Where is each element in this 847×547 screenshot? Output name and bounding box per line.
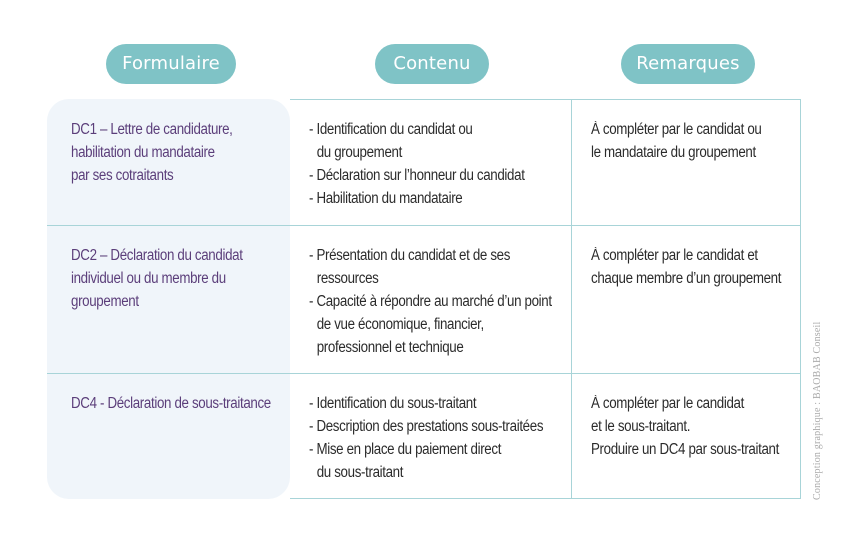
row-separator-2 xyxy=(47,373,801,374)
row-2-formulaire-line: individuel ou du membre du xyxy=(71,270,226,287)
row-2-contenu-line: professionnel et technique xyxy=(316,339,464,356)
row-2-formulaire xyxy=(71,244,243,313)
row-1-contenu-line: - Déclaration sur l’honneur du candidat xyxy=(309,167,525,184)
row-1-formulaire-line: DC1 – Lettre de candidature, xyxy=(71,121,233,138)
row-3-formulaire xyxy=(71,392,271,415)
column-separator xyxy=(571,99,572,499)
row-3-contenu-line: du sous-traitant xyxy=(316,464,404,481)
row-1-contenu-line: du groupement xyxy=(316,144,402,161)
row-1-remarques-line: À compléter par le candidat ou xyxy=(591,121,762,138)
row-1-formulaire xyxy=(71,118,233,187)
row-2-contenu-line: - Présentation du candidat et de ses xyxy=(309,247,511,264)
row-1-remarques-line: le mandataire du groupement xyxy=(591,144,756,161)
row-3-contenu-line: - Identification du sous-traitant xyxy=(309,395,477,412)
header-remarques: Remarques xyxy=(621,44,755,84)
row-3-contenu-line: - Description des prestations sous-traitées xyxy=(309,418,544,435)
row-2-contenu-line: de vue économique, financier, xyxy=(316,316,484,333)
row-3-remarques-line: et le sous-traitant. xyxy=(591,418,691,435)
row-1-contenu xyxy=(309,118,525,210)
row-2-remarques-line: À compléter par le candidat et xyxy=(591,247,758,264)
header-formulaire: Formulaire xyxy=(106,44,236,84)
row-3-contenu xyxy=(309,392,543,484)
row-1-contenu-line: - Identification du candidat ou xyxy=(309,121,473,138)
row-3-remarques xyxy=(591,392,779,461)
design-credit: Conception graphique : BAOBAB Conseil xyxy=(812,321,823,500)
row-3-remarques-line: À compléter par le candidat xyxy=(591,395,744,412)
row-1-formulaire-line: par ses cotraitants xyxy=(71,167,174,184)
row-3-contenu-line: - Mise en place du paiement direct xyxy=(309,441,502,458)
row-2-contenu-line: ressources xyxy=(316,270,379,287)
row-2-contenu-line: - Capacité à répondre au marché d’un point xyxy=(309,293,552,310)
grid-top-border xyxy=(290,99,801,100)
row-1-contenu-line: - Habilitation du mandataire xyxy=(309,190,463,207)
row-3-remarques-line: Produire un DC4 par sous-traitant xyxy=(591,441,779,458)
row-separator-1 xyxy=(47,225,801,226)
row-3-formulaire-line: DC4 - Déclaration de sous-traitance xyxy=(71,395,271,412)
row-2-remarques-line: chaque membre d’un groupement xyxy=(591,270,782,287)
row-2-contenu xyxy=(309,244,552,359)
row-2-formulaire-line: DC2 – Déclaration du candidat xyxy=(71,247,243,264)
header-contenu: Contenu xyxy=(375,44,489,84)
grid-right-border xyxy=(800,99,801,499)
grid-bottom-border xyxy=(290,498,801,499)
row-1-remarques xyxy=(591,118,761,164)
row-1-formulaire-line: habilitation du mandataire xyxy=(71,144,215,161)
row-2-remarques xyxy=(591,244,781,290)
row-2-formulaire-line: groupement xyxy=(71,293,139,310)
